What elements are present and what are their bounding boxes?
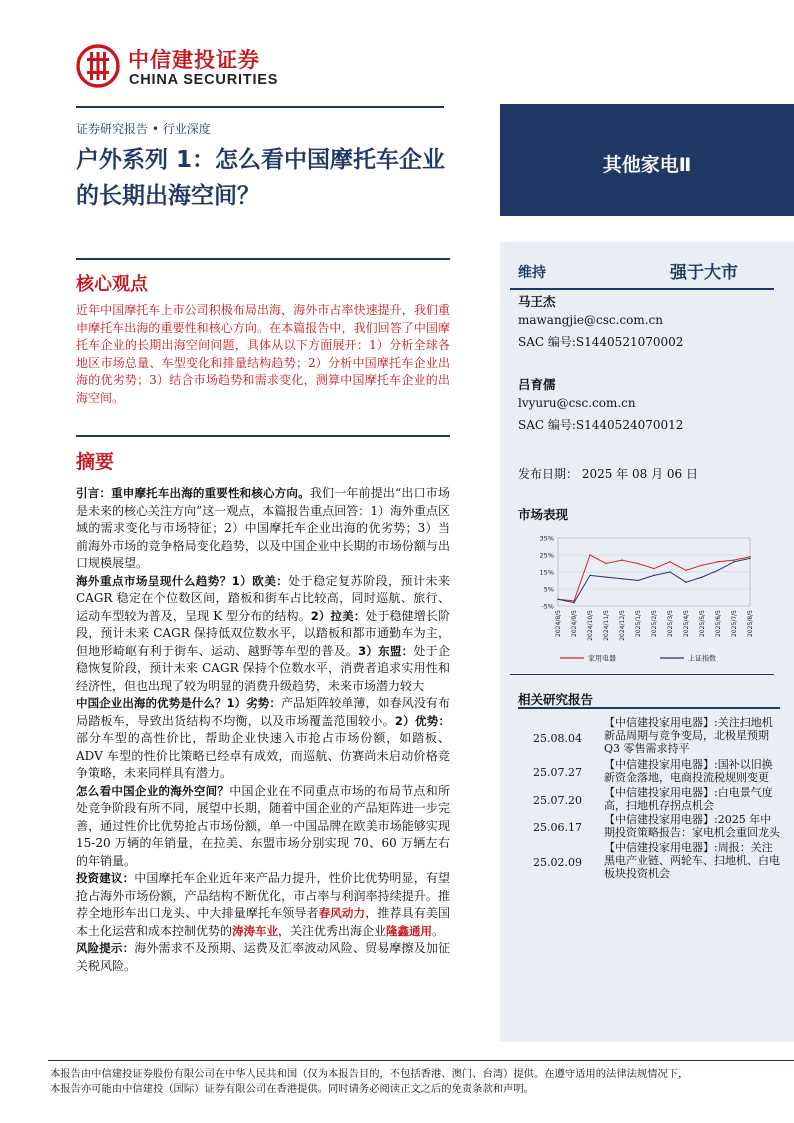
x-tick-label: 2025/4/5 (683, 610, 690, 637)
rating-divider (510, 288, 774, 290)
related-report-date: 25.07.20 (533, 794, 582, 807)
footer-disclaimer-line: 本报告亦可能由中信建投（国际）证券有限公司在香港提供。同时请务必阅读正文之后的免责条款和声明。 (50, 1083, 534, 1095)
summary-paragraph: 风险提示：海外需求不及预期、运费及汇率波动风险、贸易摩擦及加征关税风险。 (76, 941, 450, 973)
series-point (717, 570, 718, 571)
footer-disclaimer-line: 本报告由中信建投证券股份有限公司在中华人民共和国（仅为本报告目的，不包括香港、澳门、台湾）提供。在遵守适用的法律法规情况下， (50, 1068, 689, 1080)
summary-paragraph: 引言：重申摩托车出海的重要性和核心方向。我们一年前提出“出口市场是未来的核心关注方向”这一观点，本篇报告重点回答：1）海外重点区域的需求变化与市场特征；2）中国摩托车企业出海的优劣势；3）当前海外市场的竞争格局变化趋势，以及中国企业中长期的市场份额与出口规模展望。 (76, 486, 450, 570)
x-tick-label: 2025/6/5 (715, 610, 722, 637)
related-report-title[interactable]: 【中信建投家用电器】:关注扫地机新品周期与竞争变局，北极星预期 Q3 零售需求持平 (604, 716, 773, 755)
series-point (669, 561, 670, 562)
analyst-name: 马王杰 (518, 294, 556, 309)
paragraph-lead: 引言：重申摩托车出海的重要性和核心方向。 (76, 486, 310, 500)
y-tick-label: 15% (539, 568, 554, 577)
publish-date: 发布日期： 2025 年 08 月 06 日 (518, 467, 698, 481)
series-line (558, 555, 750, 601)
paragraph-lead: 中国企业出海的优势是什么？1）劣势： (76, 696, 281, 710)
series-point (749, 558, 750, 559)
summary-paragraph: 投资建议：中国摩托车企业近年来产品力提升，性价比优势明显，有望抢占海外市场份额，产品结构不断优化，市占率与利润率持续提升。推荐全地形车出口龙头、中大排量摩托车领导者春风动力，推荐具有美国本土化运营和成本控制优势的涛涛车业，关注优秀出海企业隆鑫通用。 (76, 871, 450, 938)
stock-pick: 涛涛车业 (232, 923, 279, 938)
summary-section-divider (76, 435, 450, 437)
series-point (573, 602, 574, 603)
series-point (605, 576, 606, 577)
related-reports-divider (518, 707, 780, 709)
series-point (669, 571, 670, 572)
analyst-email[interactable]: mawangjie@csc.com.cn (518, 313, 664, 327)
x-tick-label: 2025/2/5 (651, 610, 658, 637)
x-tick-label: 2024/9/5 (571, 610, 578, 637)
series-point (605, 563, 606, 564)
related-report-date: 25.06.17 (533, 821, 582, 834)
related-report-date: 25.08.04 (533, 732, 582, 745)
report-title: 户外系列 1：怎么看中国摩托车企业的长期出海空间？ (76, 147, 446, 209)
related-report-date: 25.02.09 (533, 856, 582, 869)
core-viewpoint-text: 近年中国摩托车上市公司积极布局出海，海外市占率快速提升，我们重申摩托车出海的重要性和核心方向。在本篇报告中，我们回答了中国摩托车企业的长期出海空间问题，具体从以下方面展开：1）分析全球各地区市场总量、车型变化和排量结构趋势；2）分析中国摩托车企业出海的优劣势；3）结合市场趋势和需求变化，测算中国摩托车企业的出海空间。 (76, 303, 450, 405)
series-point (557, 599, 558, 600)
x-tick-label: 2025/7/5 (731, 610, 738, 637)
analyst-sac: SAC 编号:S1440524070012 (518, 418, 684, 432)
legend-label: 家用电器 (588, 654, 616, 663)
series-point (653, 568, 654, 569)
chart-grid (558, 538, 750, 606)
report-type-label: 证券研究报告 • 行业深度 (76, 122, 211, 136)
series-point (685, 570, 686, 571)
legend-label: 上证指数 (688, 654, 716, 663)
summary-body (76, 485, 450, 975)
summary-paragraph: 中国企业出海的优势是什么？1）劣势：产品矩阵较单薄，如春风没有布局踏板车，导致出货结构不均衡，以及市场覆盖范围较小。2）优势：部分车型的高性价比，帮助企业快速入市抢占市场份额，如踏板、ADV 车型的性价比策略已经卓有成效，而巡航、仿赛尚未启动价格竞争策略，未来同样具有潜力。 (76, 696, 450, 780)
series-point (637, 563, 638, 564)
series-point (637, 580, 638, 581)
brand-name-english: CHINA SECURITIES (129, 72, 279, 88)
chart-x-ticks (555, 610, 754, 641)
footer-divider (48, 1060, 794, 1061)
sector-name: 其他家电Ⅱ (602, 154, 692, 176)
series-point (733, 559, 734, 560)
paragraph-lead: 风险提示： (76, 941, 135, 955)
series-point (621, 578, 622, 579)
related-report-title[interactable]: 【中信建投家用电器】:白电景气度高，扫地机存拐点机会 (604, 786, 773, 812)
x-tick-label: 2024/8/5 (555, 610, 562, 637)
x-tick-label: 2025/8/5 (747, 610, 754, 637)
chart-y-ticks (540, 535, 554, 611)
series-point (717, 561, 718, 562)
analyst-sac: SAC 编号:S1440521070002 (518, 335, 684, 349)
related-report-date: 25.07.27 (533, 766, 582, 779)
summary-heading: 摘要 (76, 451, 115, 473)
summary-paragraph: 海外重点市场呈现什么趋势？1）欧美：处于稳定复苏阶段，预计未来 CAGR 稳定在个位数区间，踏板和街车占比较高，同时巡航、旅行、运动车型较为普及，呈现 K 型分布的结构。2）拉美：处于稳健增长阶段，预计未来 CAGR 保持低双位数水平，以踏板和都市通勤车为主，但地形崎岖有利于街车、运动、越野等车型的普及。3）东盟：处于企稳恢复阶段，预计未来 CAGR 保持个位数水平，消费者追求实用性和经济性，但也出现了较为明显的消费升级趋势，未来市场潜力较大 (76, 573, 450, 693)
x-tick-label: 2024/10/5 (587, 610, 594, 641)
summary-paragraph: 怎么看中国企业的海外空间？中国企业在不同重点市场的布局节点和所处竞争阶段有所不同，展望中长期，随着中国企业的产品矩阵进一步完善，通过性价比优势抢占市场份额，单一中国品牌在欧美市场能够实现 15-20 万辆的年销量，在拉美、东盟市场分别实现 70、60 万辆左右的年销量。 (76, 783, 450, 868)
series-point (685, 582, 686, 583)
china-securities-logo (76, 44, 120, 88)
x-tick-label: 2025/5/5 (699, 610, 706, 637)
chart-legend (560, 654, 716, 663)
x-tick-label: 2025/3/5 (667, 610, 674, 637)
series-point (589, 575, 590, 576)
series-point (701, 565, 702, 566)
brand-name-chinese: 中信建投证券 (128, 48, 260, 72)
y-tick-label: -5% (541, 602, 554, 611)
x-tick-label: 2025/1/5 (635, 610, 642, 637)
series-point (621, 559, 622, 560)
paragraph-lead: 怎么看中国企业的海外空间？ (76, 783, 230, 798)
series-point (733, 561, 734, 562)
rating-value: 强于大市 (670, 263, 738, 283)
series-point (653, 575, 654, 576)
chart-title: 市场表现 (518, 507, 569, 522)
related-reports-title: 相关研究报告 (518, 692, 594, 707)
stock-pick: 隆鑫通用 (386, 923, 433, 938)
stock-pick: 春风动力 (318, 906, 366, 920)
rating-action: 维持 (518, 265, 546, 281)
x-tick-label: 2024/12/5 (619, 610, 626, 641)
related-report-title[interactable]: 【中信建投家用电器】:国补以旧换新资金落地，电商投流税规则变更 (604, 758, 773, 784)
paragraph-lead: 投资建议： (76, 871, 135, 885)
related-report-title[interactable]: 【中信建投家用电器】:2025 年中期投资策略报告：家电机会重回龙头 (604, 813, 780, 839)
series-point (589, 554, 590, 555)
series-point (701, 576, 702, 577)
x-tick-label: 2024/11/5 (603, 610, 610, 641)
y-tick-label: 35% (539, 534, 554, 543)
series-point (749, 556, 750, 557)
y-tick-label: 5% (543, 585, 554, 594)
market-performance-chart (510, 522, 780, 667)
header-divider (76, 106, 444, 108)
analyst-name: 吕育儒 (518, 377, 556, 392)
related-report-title[interactable]: 【中信建投家用电器】:周报：关注黑电产业链、两轮车、扫地机、白电板块投资机会 (604, 841, 780, 880)
core-heading: 核心观点 (76, 274, 148, 295)
analyst-email[interactable]: lvyuru@csc.com.cn (518, 396, 636, 410)
y-tick-label: 25% (539, 551, 554, 560)
paragraph-lead: 海外重点市场呈现什么趋势？1）欧美： (76, 573, 289, 588)
chart-divider (510, 674, 774, 675)
core-section-divider (76, 258, 450, 260)
chart-series-lines (557, 554, 750, 603)
